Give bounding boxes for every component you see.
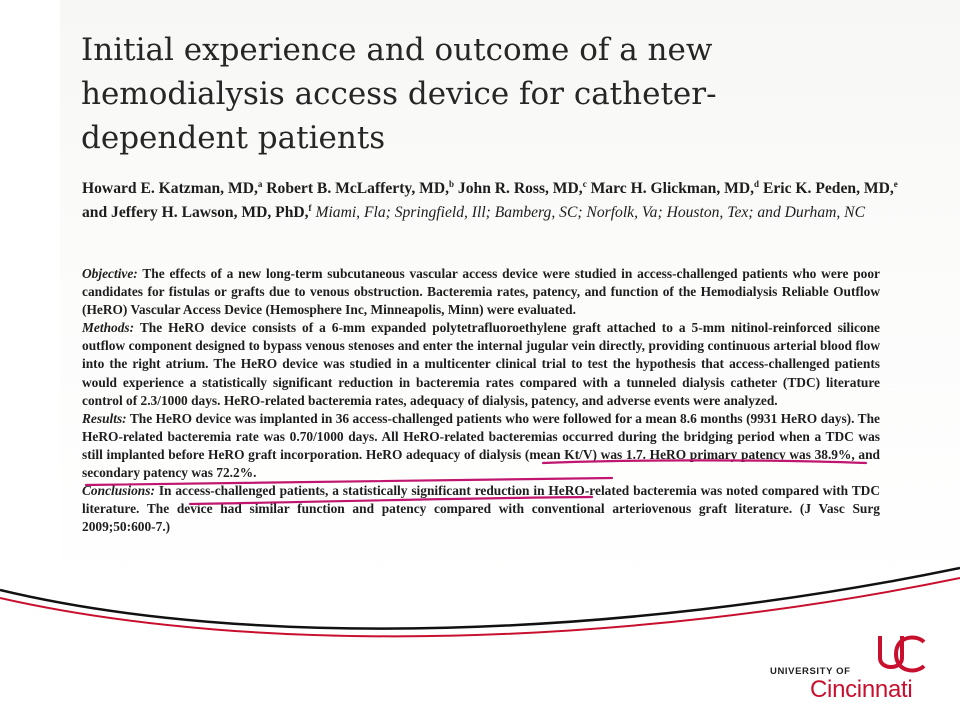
university-of-cincinnati-logo bbox=[770, 632, 940, 712]
abstract-results bbox=[82, 410, 880, 482]
author-block bbox=[82, 177, 902, 225]
objective-text: The effects of a new long-term subcutaneous vascular access device were studied in access-challenged patients who were poor candidates for fistulas or grafts due to venous obstruction. Bacteremia rates, patency, and function of the Hemodialysis Reliable Outflow (HeRO) Vascular Access Device (Hemosphere Inc, Minneapolis, Minn) were evaluated. bbox=[82, 266, 880, 318]
results-label: Results: bbox=[82, 410, 127, 426]
author-1: Howard E. Katzman, MD,$^a$ bbox=[82, 179, 263, 197]
methods-text: The HeRO device consists of a 6-mm expanded polytetrafluoroethylene graft attached to a 5-mm nitinol-reinforced silicone outflow component designed to bypass venous stenoses and enter the internal jugular vein directly, providing continuous arterial blood flow into the right atrium. The HeRO device was studied in a multicenter clinical trial to test the hypothesis that access-challenged patients would experience a statistically significant reduction in bacteremia rates compared with a tunneled dialysis catheter (TDC) literature control of 2.3/1000 days. HeRO-related bacteremia rates, adequacy of dialysis, patency, and adverse events were analyzed. bbox=[82, 320, 880, 408]
author-locations: Miami, Fla; Springfield, Ill; Bamberg, SC; Norfolk, Va; Houston, Tex; and Durham, NC bbox=[315, 204, 865, 221]
author-4: Marc H. Glickman, MD,$^d$ bbox=[590, 179, 760, 197]
results-text: The HeRO device was implanted in 36 access-challenged patients who were followed for a mean 8.6 months (9931 HeRO days). The HeRO-related bacteremia rate was 0.70/1000 days. All HeRO-related bacteremias occurred during the bridging period when a TDC was still implanted before HeRO graft incorporation. HeRO adequacy of dialysis (mean Kt/V) was 1.7. HeRO primary patency was 38.9%, and secondary patency was 72.2%. bbox=[82, 410, 880, 481]
abstract bbox=[82, 265, 880, 536]
citation: (J Vasc Surg 2009;50:600-7.) bbox=[82, 501, 881, 535]
paper-title: Initial experience and outcome of a new hemodialysis access device for catheter-dependent patients bbox=[81, 32, 717, 156]
logo-cincinnati: Cincinnati bbox=[810, 676, 913, 703]
abstract-conclusions bbox=[82, 482, 880, 536]
author-5: Eric K. Peden, MD,$^e$ bbox=[762, 179, 898, 197]
uc-monogram-icon bbox=[872, 632, 928, 676]
conclusions-text: In access-challenged patients, a statistically significant reduction in HeRO-related bacteremia was noted compared with TDC literature. The device had similar function and patency compared with conventional arteriovenous graft literature. bbox=[82, 483, 880, 517]
methods-label: Methods: bbox=[82, 320, 135, 336]
abstract-objective bbox=[82, 265, 880, 319]
abstract-methods bbox=[82, 319, 880, 409]
conclusions-label: Conclusions: bbox=[82, 483, 155, 499]
objective-label: Objective: bbox=[82, 266, 138, 281]
author-2: Robert B. McLafferty, MD,$^b$ bbox=[266, 179, 455, 197]
logo-university-of: UNIVERSITY OF bbox=[770, 666, 851, 677]
author-3: John R. Ross, MD,$^c$ bbox=[457, 179, 587, 197]
author-6: and Jeffery H. Lawson, MD, PhD,$^f$ bbox=[82, 203, 312, 221]
